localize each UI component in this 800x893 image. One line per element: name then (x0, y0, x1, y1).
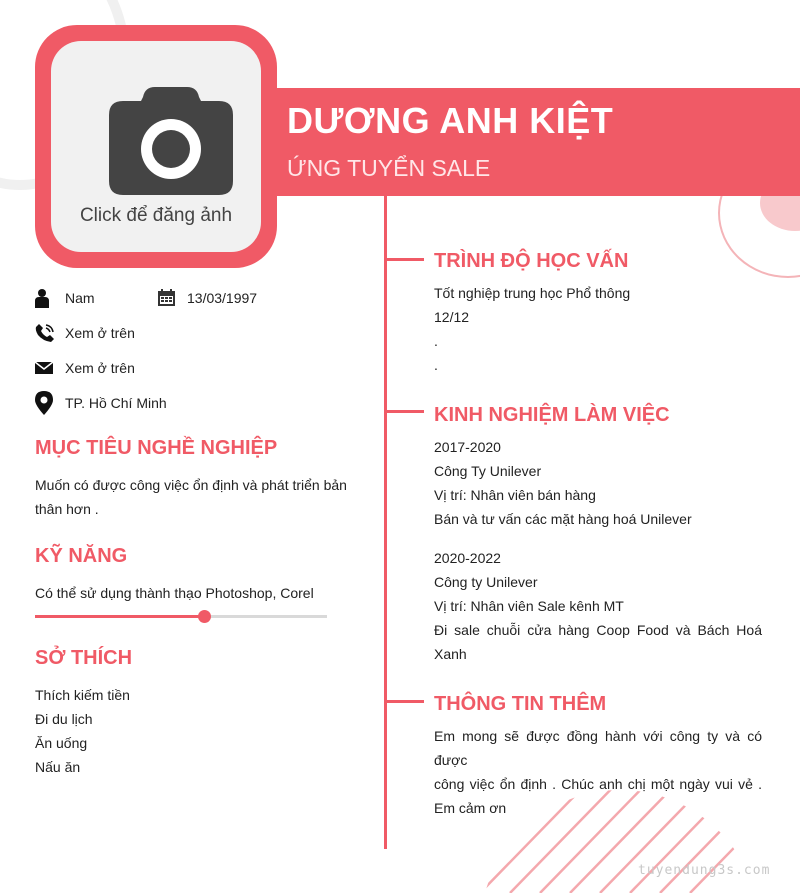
job-description: Đi sale chuỗi cửa hàng Coop Food và Bách Hoá (434, 622, 762, 638)
job-company: Công Ty Unilever (434, 463, 542, 479)
job-role: Vị trí: Nhân viên Sale kênh MT (434, 598, 624, 614)
hobby-item: Nấu ăn (35, 759, 81, 775)
education-line: Tốt nghiệp trung học Phổ thông (434, 285, 631, 301)
additional-line: Em mong sẽ được đồng hành với công ty và có được (434, 728, 762, 768)
skill-level-knob[interactable] (198, 610, 211, 623)
skill-level-fill (35, 615, 204, 618)
camera-icon (109, 87, 233, 197)
experience-job (434, 435, 764, 531)
job-period: 2017-2020 (434, 439, 501, 455)
experience-job (434, 546, 762, 666)
additional-line: Em cảm ơn (434, 800, 507, 816)
person-icon (35, 288, 55, 308)
mail-icon (35, 358, 55, 378)
skills-title: KỸ NĂNG (35, 545, 128, 567)
hobby-item: Đi du lịch (35, 711, 93, 727)
job-description: Xanh (434, 646, 467, 662)
address-value: TP. Hồ Chí Minh (65, 395, 167, 411)
timeline-tick (384, 700, 424, 703)
additional-info-title: THÔNG TIN THÊM (434, 693, 607, 715)
objective-line: Muốn có được công việc ổn định và phát triển bản (35, 477, 347, 493)
timeline-line (384, 196, 387, 849)
photo-frame (35, 25, 277, 268)
education-text (434, 281, 764, 377)
location-pin-icon (35, 391, 55, 415)
additional-line: công việc ổn định . Chúc anh chị một ngày vui vẻ . (434, 776, 762, 792)
phone-value: Xem ở trên (65, 325, 135, 341)
skill-name: Có thể sử dụng thành thạo Photoshop, Corel (35, 585, 314, 601)
calendar-icon (157, 288, 177, 308)
hobby-item: Thích kiếm tiền (35, 687, 130, 703)
job-role: Vị trí: Nhân viên bán hàng (434, 487, 596, 503)
education-title: TRÌNH ĐỘ HỌC VẤN (434, 250, 629, 272)
job-description: Bán và tư vấn các mặt hàng hoá Unilever (434, 511, 692, 527)
applied-position: ỨNG TUYỂN SALE (287, 155, 491, 181)
education-line: . (434, 333, 438, 349)
birthday-value: 13/03/1997 (187, 290, 258, 306)
watermark: tuyendung3s.com (638, 863, 771, 878)
skill-item (35, 581, 335, 605)
candidate-name: DƯƠNG ANH KIỆT (287, 100, 614, 141)
objective-line: thân hơn . (35, 501, 99, 517)
education-line: . (434, 357, 438, 373)
timeline-tick (384, 410, 424, 413)
job-company: Công ty Unilever (434, 574, 538, 590)
photo-upload-area[interactable] (51, 41, 261, 252)
hobby-item: Ăn uống (35, 735, 88, 751)
email-value: Xem ở trên (65, 360, 135, 376)
hobbies-title: SỞ THÍCH (35, 647, 133, 669)
objective-text (35, 473, 355, 521)
job-period: 2020-2022 (434, 550, 501, 566)
timeline-tick (384, 258, 424, 261)
education-line: 12/12 (434, 309, 470, 325)
photo-caption: Click để đăng ảnh (79, 205, 233, 226)
experience-title: KINH NGHIỆM LÀM VIỆC (434, 404, 670, 426)
phone-icon (35, 323, 55, 343)
objective-title: MỤC TIÊU NGHỀ NGHIỆP (35, 437, 278, 459)
gender-value: Nam (65, 290, 95, 306)
skill-level-bar (35, 615, 327, 618)
hobbies-list (35, 683, 335, 779)
